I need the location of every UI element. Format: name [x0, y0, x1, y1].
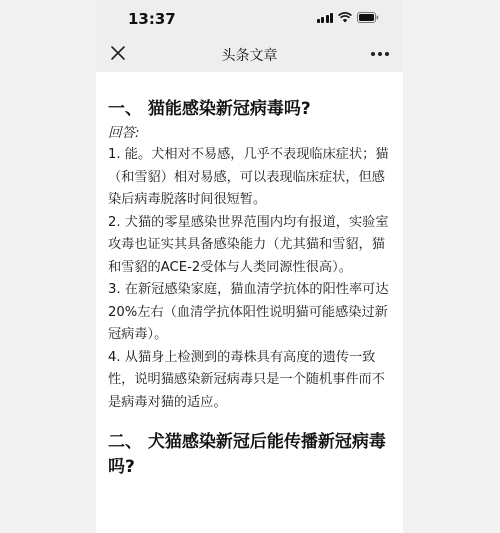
wifi-icon — [338, 12, 352, 23]
answer-item-2: 2. 犬猫的零星感染世界范围内均有报道，实验室攻毒也证实其具备感染能力（尤其猫和雪貂，猫和雪貂的ACE-2受体与人类同源性很高）。 — [108, 214, 389, 275]
answer-item-1: 1. 能。犬相对不易感，几乎不表现临床症状；猫（和雪貂）相对易感，可以表现临床症状，但感染后病毒脱落时间很短暂。 — [108, 147, 389, 207]
status-time: 13:37 — [128, 10, 176, 28]
answer-item-4: 4. 从猫身上检测到的毒株具有高度的遗传一致性，说明猫感染新冠病毒只是一个随机事件而不是病毒对猫的适应。 — [108, 349, 385, 410]
more-options-icon[interactable] — [371, 52, 389, 56]
status-bar — [96, 0, 403, 36]
answer-label: 回答: — [108, 125, 140, 141]
status-icons — [317, 12, 380, 23]
top-bar — [96, 0, 403, 72]
battery-icon — [357, 12, 379, 23]
cellular-signal-icon — [317, 12, 334, 23]
phone-screen — [96, 0, 403, 533]
article-content — [108, 97, 398, 480]
navigation-bar — [96, 38, 403, 70]
section-heading-2: 二、 犬猫感染新冠后能传播新冠病毒吗? — [108, 432, 386, 477]
right-margin — [403, 0, 500, 533]
nav-title: 头条文章 — [221, 48, 278, 64]
answer-item-3: 3. 在新冠感染家庭，猫血清学抗体的阳性率可达20%左右（血清学抗体阳性说明猫可能感染过新冠病毒）。 — [108, 282, 389, 342]
section-heading-1: 一、 猫能感染新冠病毒吗? — [108, 99, 311, 119]
left-margin — [0, 0, 96, 533]
